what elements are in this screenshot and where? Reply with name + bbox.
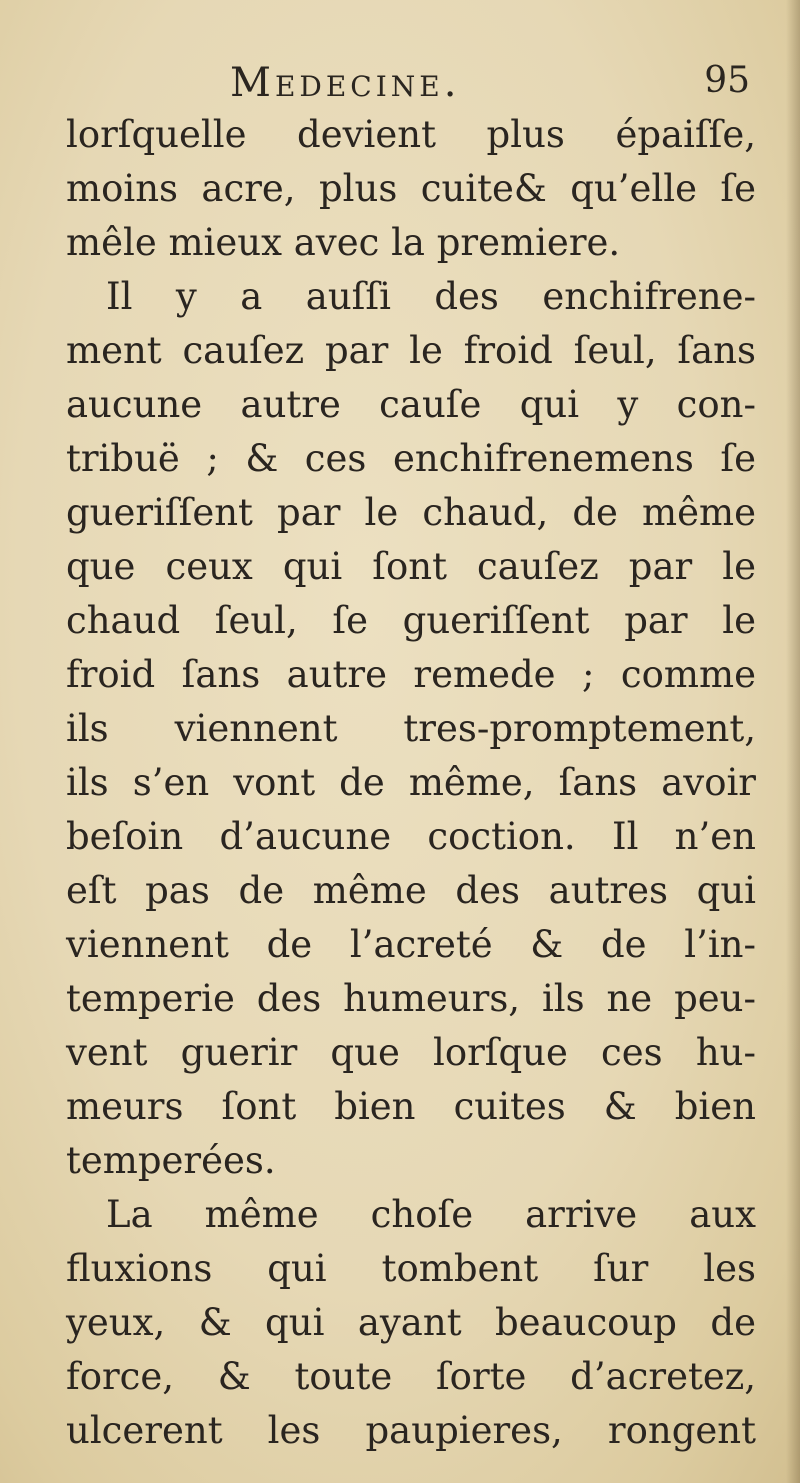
text-line: ulcerent les paupieres, rongent (66, 1409, 756, 1452)
text-line: ils viennent tres-promptement, (66, 707, 756, 750)
running-title: Medecine. (230, 60, 461, 106)
text-line: La même choſe arrive aux (106, 1193, 756, 1236)
text-line: tribuë ; & ces enchifrenemens ſe (66, 437, 756, 480)
text-line: vent guerir que lorſque ces hu- (66, 1031, 756, 1074)
text-line: force, & toute ſorte d’acretez, (66, 1355, 756, 1398)
text-line: froid ſans autre remede ; comme (66, 653, 756, 696)
text-line: Il y a auſſi des enchifrene- (106, 275, 756, 318)
text-line: aucune autre cauſe qui y con- (66, 383, 756, 426)
text-line: chaud ſeul, ſe gueriſſent par le (66, 599, 756, 642)
text-line: ils s’en vont de même, ſans avoir (66, 761, 756, 804)
text-line: temperées. (66, 1139, 276, 1182)
text-line: ment cauſez par le froid ſeul, ſans (66, 329, 756, 372)
page-edge-shadow (786, 0, 800, 1483)
text-line: mêle mieux avec la premiere. (66, 221, 621, 264)
text-line: eſt pas de même des autres qui (66, 869, 756, 912)
text-line: lorſquelle devient plus épaiſſe, (66, 113, 756, 156)
text-line: viennent de l’acreté & de l’in- (66, 923, 756, 966)
text-line: temperie des humeurs, ils ne peu- (66, 977, 756, 1020)
text-line: fluxions qui tombent ſur les (66, 1247, 756, 1290)
text-line: gueriſſent par le chaud, de même (66, 491, 756, 534)
text-line: que ceux qui ſont cauſez par le (66, 545, 756, 588)
page-number: 95 (704, 60, 750, 101)
text-line: yeux, & qui ayant beaucoup de (66, 1301, 756, 1344)
text-line: beſoin d’aucune coction. Il n’en (66, 815, 756, 858)
text-line: moins acre, plus cuite& qu’elle ſe (66, 167, 756, 210)
text-line: meurs ſont bien cuites & bien (66, 1085, 756, 1128)
body-text (66, 108, 756, 1458)
